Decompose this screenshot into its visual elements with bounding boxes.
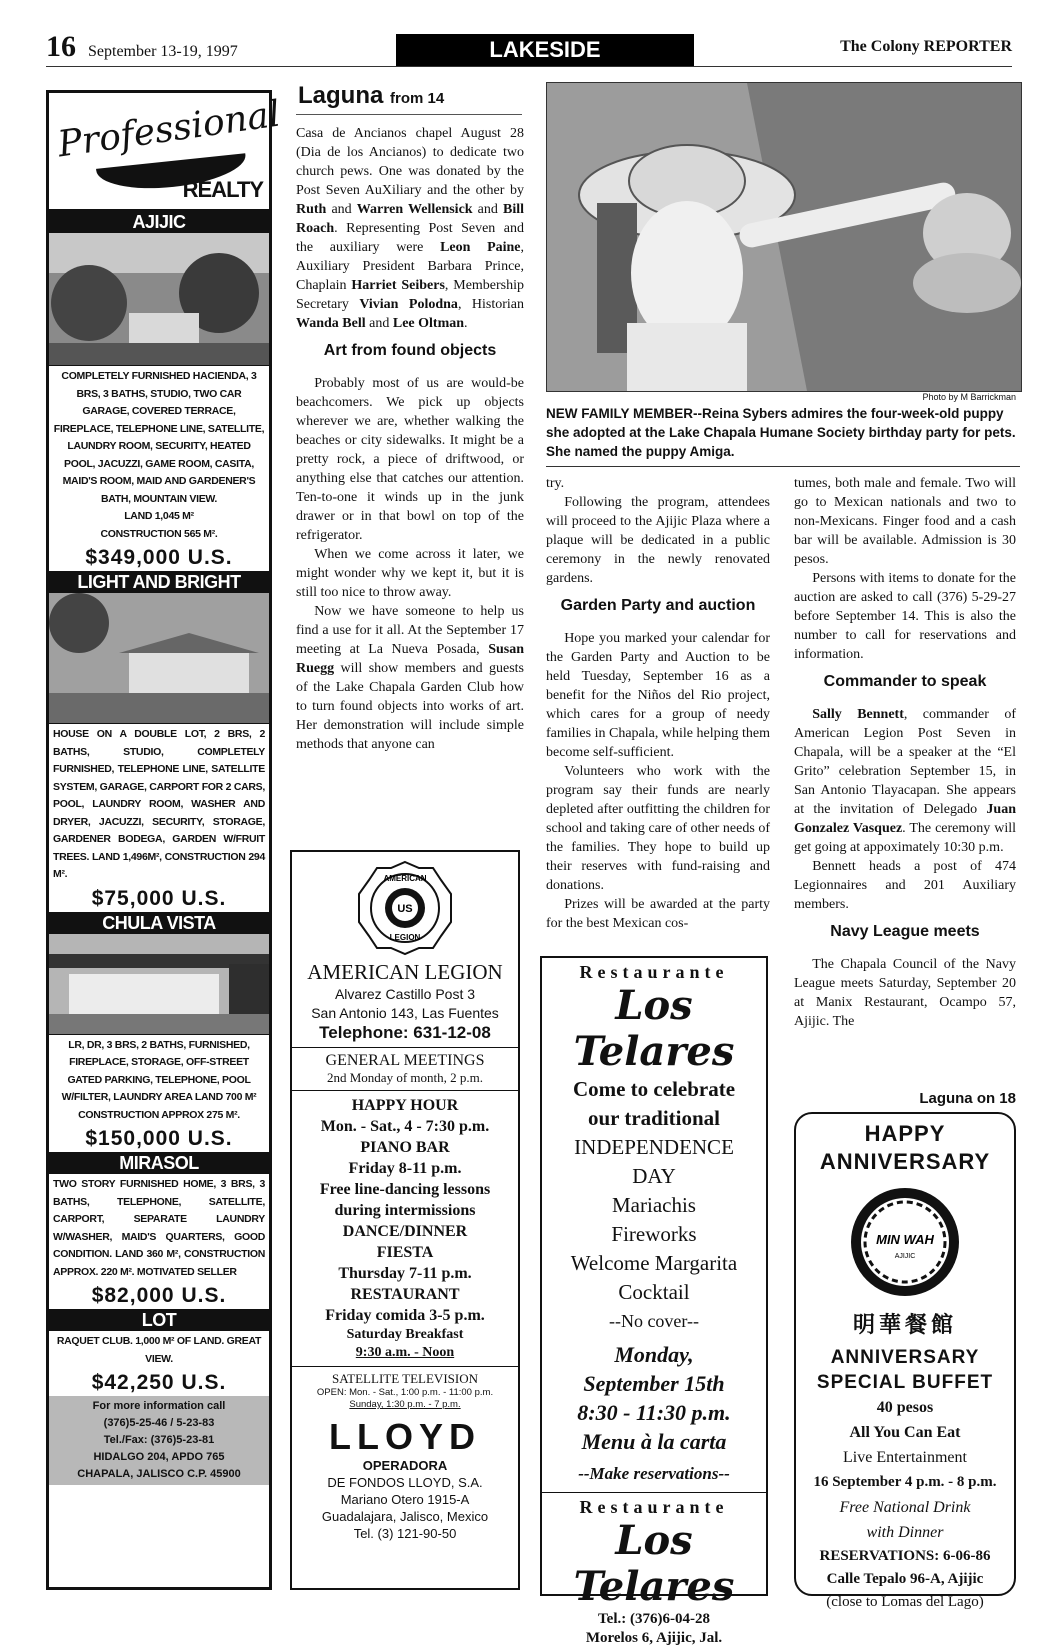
logo-name-text: MIN WAH xyxy=(876,1232,934,1247)
paper-name: The Colony REPORTER xyxy=(840,38,1012,55)
listing-description: RAQUET CLUB. 1,000 M² OF LAND. GREAT VIEW. xyxy=(56,1335,262,1365)
legion-title: AMERICAN LEGION xyxy=(307,960,503,984)
legion-meetings-when: 2nd Monday of month, 2 p.m. xyxy=(327,1070,483,1085)
article-paragraph: Hope you marked your calendar for the Garden Party and Auction to be held Tuesday, September 16 as a benefit for the Niños del Rio project, which cares for a group of needy families in Chapala, while helping them become self-sufficient. xyxy=(546,631,770,760)
listing-description: HOUSE ON A DOUBLE LOT, 2 BRS, 2 BATHS, STUDIO, COMPLETELY FURNISHED, TELEPHONE LINE, SATELLITE SYSTEM, GARAGE, CARPORT FOR 2 CARS, POOL, LAUNDRY ROOM, WASHER AND DRYER, JACUZZI, SECURITY, STORAGE, GARDENER BODEGA, GARDEN W/FRUIT TREES. LAND 1,496M², CONSTRUCTION 294 M². xyxy=(53,728,265,880)
listing-photo xyxy=(49,934,269,1035)
article-column-3 xyxy=(794,474,1016,1031)
listing-description: TWO STORY FURNISHED HOME, 3 BRS, 3 BATHS, TELEPHONE, SATELLITE, CARPORT, SEPARATE LAUNDRY W/WASHER, MAID'S QUARTERS, GOOD CONDITION. LAND 360 M², CONSTRUCTION APPROX. 220 M². MOTIVATED SELLER xyxy=(53,1178,265,1278)
article-column-1 xyxy=(296,124,524,754)
legion-emblem-icon xyxy=(357,860,453,956)
article-paragraph: Now we have someone to help us find a use for it all. At the September 17 meeting at La Nueva Posada, Susan Ruegg will show members and guests of the Lake Chapala Garden Club how to turn found objects into works of art. Her demonstration will include simple methods that anyone can xyxy=(296,604,524,752)
house-photo-icon xyxy=(49,593,269,723)
page-header-left xyxy=(46,30,238,64)
article-kicker: Laguna from 14 xyxy=(298,82,445,109)
caption-rule xyxy=(546,466,1020,467)
article-paragraph: Bennett heads a post of 474 Legionnaires and 201 Auxiliary members. xyxy=(794,859,1016,912)
article-paragraph: Prizes will be awarded at the party for the best Mexican cos- xyxy=(546,897,770,931)
article-paragraph: The Chapala Council of the Navy League meets Saturday, September 20 at Manix Restaurant, Ocampo 57, Ajijic. The xyxy=(794,957,1016,1029)
listing-photo xyxy=(49,593,269,724)
emblem-mid-text: US xyxy=(397,903,413,915)
emblem-bottom-text: LEGION xyxy=(389,933,421,942)
listing-location: CHULA VISTA xyxy=(49,912,269,934)
article-paragraph: Following the program, attendees will proceed to the Ajijic Plaza where a plaque will be dedicated in a public ceremony in the newly renovated gardens. xyxy=(546,495,770,586)
emblem-top-text: AMERICAN xyxy=(383,874,427,883)
listing-location: AJIJIC xyxy=(49,211,269,233)
listing-location: MIRASOL xyxy=(49,1152,269,1174)
legion-post: Alvarez Castillo Post 3 xyxy=(334,986,476,1002)
realty-logo-script: Professional xyxy=(55,93,283,166)
news-photo xyxy=(546,82,1022,392)
article-column-2: try. Following the program, attendees will proceed to the Ajijic Plaza where a plaque will be dedicated in a public ceremony in the newly renovated gardens. Garden Party and auction Hope you marked your calendar for the Garden Party and Auction to be held Tuesday, September 16 as a benefit for the Niños del Rio project, which cares for a group of needy families in Chapala, while helping them become self-sufficient. Volunteers who work with the program say their funds are nearly depleted after outfitting the children for school and taking care of other needs of the families. They hope to build up their reserves with fund-raising and donations. Prizes will be awarded at the party for the best Mexican cos- xyxy=(546,476,770,931)
min-wah-logo-icon xyxy=(849,1186,961,1298)
building-photo-icon xyxy=(49,934,269,1034)
article-paragraph: Volunteers who work with the program say their funds are nearly depleted after outfitting the children for school and taking care of other needs of the families. They hope to build up their reserves with fund-raising and donations. xyxy=(546,764,770,893)
article-paragraph: Probably most of us are would-be beachcomers. We pick up objects wherever we are, whether walking the beaches or city sidewalks. It might be a pretty rock, a piece of driftwood, or anything else that catches our attention. Ten-to-one it winds up in the junk drawer or in that bowl on top of the refrigerator. xyxy=(296,376,524,543)
american-legion-ad: AMERICAN US LEGION AMERICAN LEGION Alvarez Castillo Post 3 San Antonio 143, Las Fuentes Telephone: 631-12-08 GENERAL MEETINGS 2nd Monday of month, 2 p.m. HAPPY HOUR Mon. - Sat., 4 - 7:30 p.m. PIANO BAR Friday 8-11 p.m. Free line-dancing lessons during intermissions DANCE/DINNER FIESTA Thursday 7-11 p.m. RESTAURANT Friday comida 3-5 p.m. Saturday Breakfast 9:30 a.m. - Noon SATELLITE TELEVISION OPEN: Mon. - Sat., 1:00 p.m. - 11:00 p.m. Sunday, 1:30 p.m. - 7 p.m. LLOYD OPERADORA DE FONDOS LLOYD, S.A. Mariano Otero 1915-A Guadalajara, Jalisco, Mexico Tel. (3) 121-90-50 xyxy=(290,850,520,1590)
header-rule xyxy=(46,66,1012,67)
listing-location: LOT xyxy=(49,1309,269,1331)
listing-price: $349,000 U.S. xyxy=(85,546,233,569)
legion-address: San Antonio 143, Las Fuentes xyxy=(311,1005,499,1021)
min-wah-anniversary-ad: HAPPY ANNIVERSARY MIN WAH AJIJIC 明華餐館 ANNIVERSARY SPECIAL BUFFET 40 pesos All You Can Eat Live Entertainment 16 September 4 p.m. - 8 p.m. Free National Drink with Dinner RESERVATIONS: 6-06-86 Calle Tepalo 96-A, Ajijic (close to Lomas del Lago) xyxy=(794,1112,1016,1596)
legion-meetings: GENERAL MEETINGS xyxy=(325,1052,485,1069)
listing-description: COMPLETELY FURNISHED HACIENDA, 3 BRS, 3 BATHS, STUDIO, TWO CAR GARAGE, COVERED TERRACE, FIREPLACE, TELEPHONE LINE, SATELLITE, LAUNDRY ROOM, SECURITY, HEATED POOL, JACUZZI, GAME ROOM, CASITA, MAID'S ROOM, MAID AND GARDENER'S BATH, MOUNTAIN VIEW. LAND 1,045 M² CONSTRUCTION 565 M². xyxy=(53,370,265,540)
logo-place-text: AJIJIC xyxy=(894,1253,916,1260)
kicker-rule xyxy=(296,114,522,115)
subhead: Commander to speak xyxy=(823,673,987,690)
page-number: 16 xyxy=(46,30,76,63)
subhead: Garden Party and auction xyxy=(560,597,756,614)
lloyd-logo: LLOYD xyxy=(329,1416,481,1457)
listing-description: LR, DR, 3 BRS, 2 BATHS, FURNISHED, FIREPLACE, STORAGE, OFF-STREET GATED PARKING, TELEPHONE, POOL W/FILTER, LAUNDRY AREA LAND 700 M² CONSTRUCTION APPROX 275 M². xyxy=(61,1038,257,1121)
subhead: Navy League meets xyxy=(830,923,980,940)
chinese-name: 明華餐館 xyxy=(852,1313,957,1338)
photo-caption: NEW FAMILY MEMBER--Reina Sybers admires the four-week-old puppy she adopted at the Lake Chapala Humane Society birthday party for pets. She named the puppy Amiga. xyxy=(546,406,1016,459)
section-title: LAKESIDE xyxy=(396,34,694,66)
realty-contact: For more information call (376)5-25-46 / 5-23-83 Tel./Fax: (376)5-23-81 HIDALGO 204, APDO 765 CHAPALA, JALISCO C.P. 45900 xyxy=(49,1396,269,1485)
girl-with-puppy-photo-icon xyxy=(547,83,1021,391)
article-paragraph: tumes, both male and female. Two will go to Mexican nationals and two to non-Mexicans. Finger food and a cash bar will be available. Admission is 30 pesos. xyxy=(794,476,1016,567)
realty-ad xyxy=(46,90,283,1590)
listing-price: $150,000 U.S. xyxy=(85,1127,233,1150)
legion-phone: Telephone: 631-12-08 xyxy=(319,1023,491,1042)
jump-line: Laguna on 18 xyxy=(919,1090,1016,1107)
realty-logo xyxy=(49,93,283,211)
telares-logo: Los Telares xyxy=(573,982,735,1075)
photo-credit: Photo by M Barrickman xyxy=(922,392,1016,402)
subhead: Art from found objects xyxy=(323,342,497,359)
listing-location: LIGHT AND BRIGHT xyxy=(49,571,269,593)
los-telares-ad: Restaurante Los Telares Come to celebrate our traditional INDEPENDENCE DAY Mariachis Fireworks Welcome Margarita Cocktail --No cover-- Monday, September 15th 8:30 - 11:30 p.m. Menu à la carta --Make reservations-- Restaurante Los Telares Tel.: (376)6-04-28 Morelos 6, Ajijic, Jal. xyxy=(540,956,768,1596)
article-paragraph: When we come across it later, we might wonder why we kept it, but it is still too nice to throw away. xyxy=(296,547,524,600)
hacienda-photo-icon xyxy=(49,233,269,365)
listing-price: $42,250 U.S. xyxy=(91,1371,227,1394)
listing-price: $82,000 U.S. xyxy=(91,1284,227,1307)
listing-price: $75,000 U.S. xyxy=(91,886,227,910)
realty-logo-word: REALTY xyxy=(182,177,263,202)
article-paragraph: Persons with items to donate for the auction are asked to call (376) 5-29-27 before September 14. This is also the number to call for reservations and information. xyxy=(794,571,1016,662)
article-paragraph: Sally Bennett, commander of American Legion Post Seven in Chapala, will be a speaker at the “El Grito” celebration September 15, in San Antonio Tlayacapan. She appears at the invitation of Delegado Juan Gonzalez Vasquez. The ceremony will get going at appoximately 10:30 p.m. xyxy=(794,707,1016,855)
telares-logo: Los Telares xyxy=(573,1517,735,1610)
listing-photo xyxy=(49,233,269,366)
article-paragraph: Casa de Ancianos chapel August 28 (Dia de los Ancianos) to dedicate two church pews. One was donated by the Post Seven AuXiliary and the other by Ruth and Warren Wellensick and Bill Roach. Representing Post Seven and the auxiliary were Leon Paine, Auxiliary President Barbara Prince, Chaplain Harriet Seibers, Membership Secretary Vivian Polodna, Historian Wanda Bell and Lee Oltman. xyxy=(296,126,525,331)
issue-date: September 13-19, 1997 xyxy=(88,43,238,60)
